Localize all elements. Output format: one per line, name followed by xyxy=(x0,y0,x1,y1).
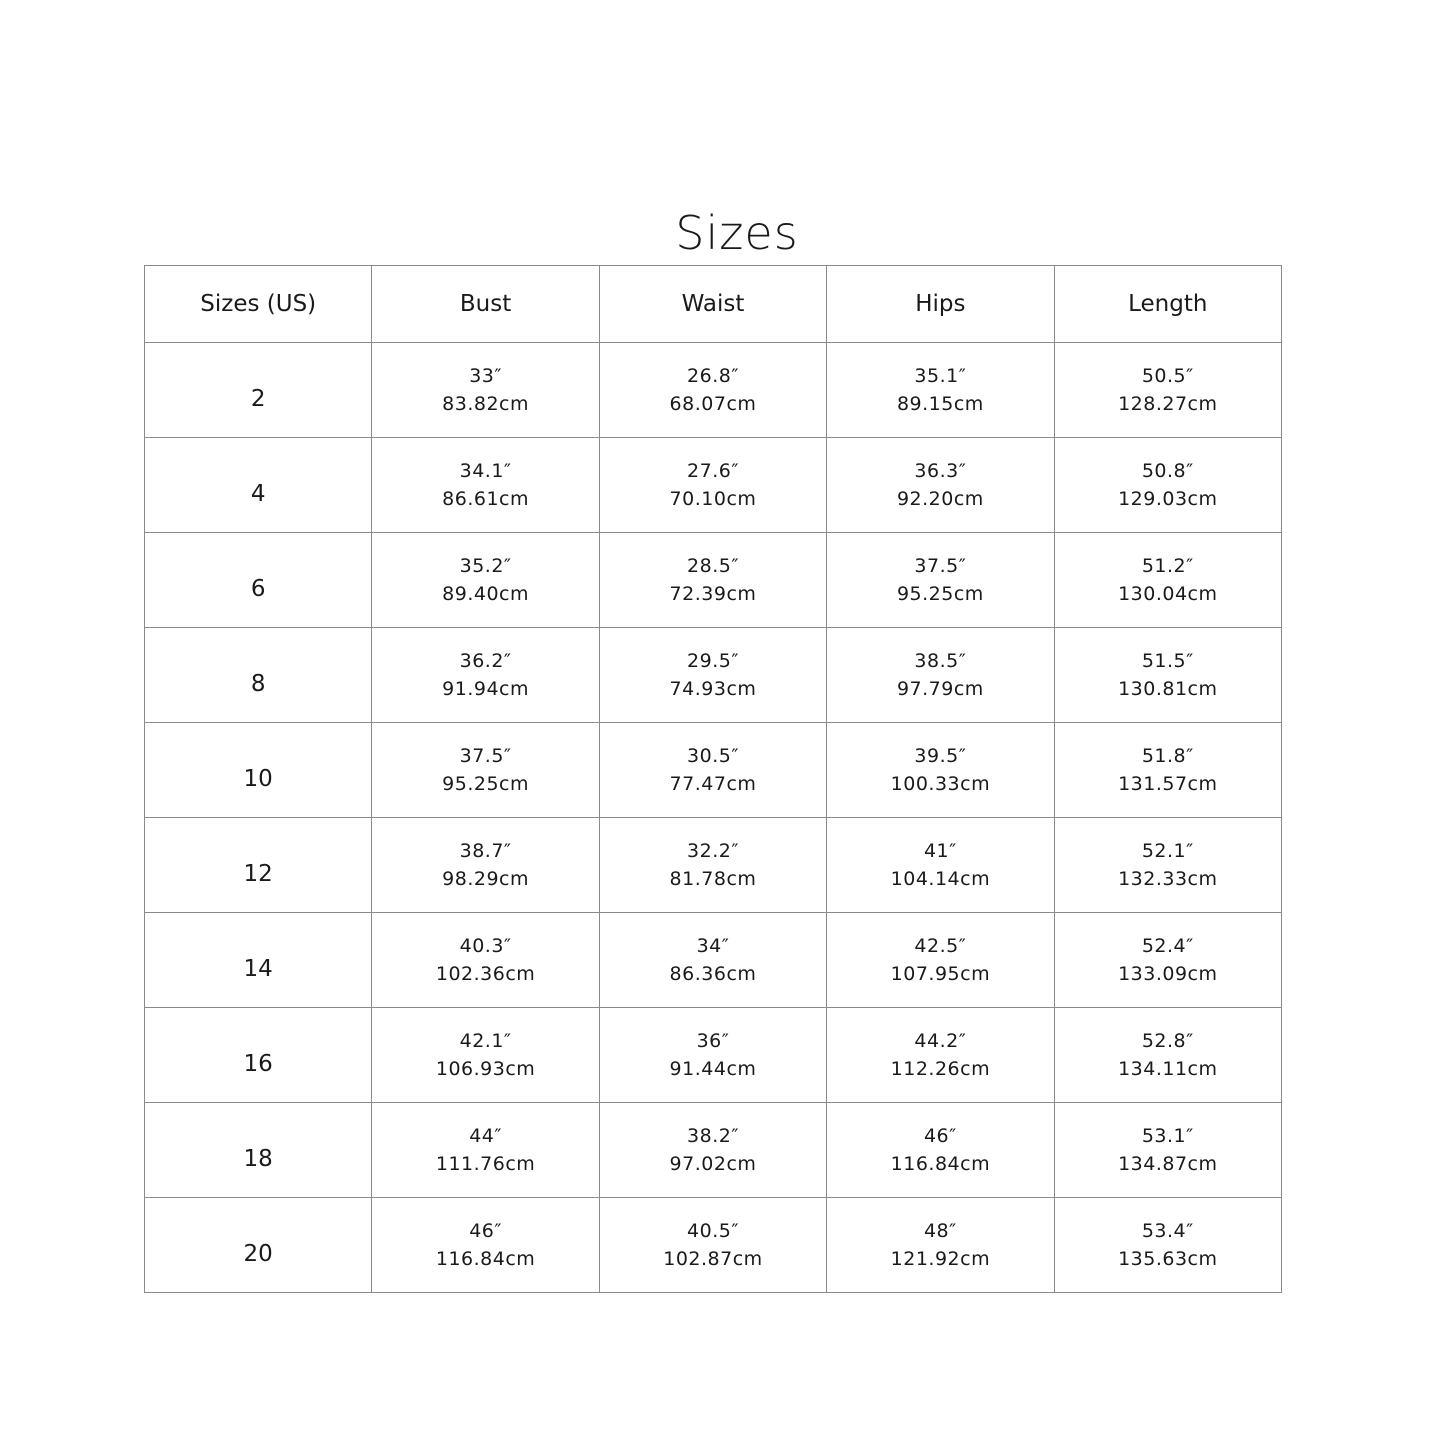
bust-inches: 42.1″ xyxy=(459,1030,512,1052)
waist-inches: 34″ xyxy=(696,935,730,957)
bust-inches: 38.7″ xyxy=(459,840,512,862)
waist-centimeters: 97.02cm xyxy=(669,1153,757,1175)
waist-centimeters: 102.87cm xyxy=(663,1248,763,1270)
column-header-length: Length xyxy=(1054,266,1281,343)
length-inches: 51.5″ xyxy=(1141,650,1194,672)
waist-inches: 27.6″ xyxy=(687,460,739,482)
hips-inches: 44.2″ xyxy=(914,1030,967,1052)
waist-cell xyxy=(599,1198,826,1293)
size-chart-table xyxy=(144,265,1282,1293)
bust-centimeters: 102.36cm xyxy=(435,963,536,985)
hips-centimeters: 107.95cm xyxy=(890,963,991,985)
bust-centimeters: 83.82cm xyxy=(442,393,530,415)
bust-cell xyxy=(372,628,599,723)
hips-cell xyxy=(827,723,1054,818)
length-cell xyxy=(1054,1198,1281,1293)
waist-cell xyxy=(599,1008,826,1103)
length-inches: 52.1″ xyxy=(1141,840,1194,862)
hips-inches: 36.3″ xyxy=(914,460,967,482)
length-inches: 52.8″ xyxy=(1141,1030,1194,1052)
length-cell xyxy=(1054,818,1281,913)
size-value: 8 xyxy=(145,628,372,723)
table-row xyxy=(145,913,1282,1008)
length-inches: 50.8″ xyxy=(1141,460,1194,482)
column-header-waist: Waist xyxy=(599,266,826,343)
length-centimeters: 135.63cm xyxy=(1118,1248,1218,1270)
hips-inches: 38.5″ xyxy=(914,650,967,672)
waist-centimeters: 72.39cm xyxy=(669,583,757,605)
header-row xyxy=(145,266,1282,343)
hips-centimeters: 121.92cm xyxy=(890,1248,991,1270)
length-inches: 51.8″ xyxy=(1141,745,1194,767)
bust-centimeters: 98.29cm xyxy=(442,868,530,890)
waist-centimeters: 74.93cm xyxy=(669,678,757,700)
size-value: 6 xyxy=(145,533,372,628)
table-row xyxy=(145,1198,1282,1293)
hips-inches: 46″ xyxy=(923,1125,957,1147)
waist-cell xyxy=(599,1103,826,1198)
hips-cell xyxy=(827,1008,1054,1103)
waist-inches: 32.2″ xyxy=(687,840,739,862)
bust-cell xyxy=(372,438,599,533)
length-inches: 52.4″ xyxy=(1141,935,1194,957)
hips-centimeters: 89.15cm xyxy=(896,393,984,415)
column-header-size: Sizes (US) xyxy=(145,266,372,343)
waist-cell xyxy=(599,628,826,723)
waist-inches: 36″ xyxy=(696,1030,730,1052)
hips-cell xyxy=(827,1198,1054,1293)
size-value: 18 xyxy=(145,1103,372,1198)
waist-centimeters: 91.44cm xyxy=(669,1058,757,1080)
size-value: 16 xyxy=(145,1008,372,1103)
size-value: 4 xyxy=(145,438,372,533)
hips-cell xyxy=(827,438,1054,533)
length-cell xyxy=(1054,438,1281,533)
length-centimeters: 130.81cm xyxy=(1118,678,1218,700)
hips-cell xyxy=(827,628,1054,723)
hips-inches: 37.5″ xyxy=(914,555,967,577)
length-centimeters: 128.27cm xyxy=(1118,393,1218,415)
hips-cell xyxy=(827,913,1054,1008)
length-centimeters: 129.03cm xyxy=(1118,488,1218,510)
length-cell xyxy=(1054,1008,1281,1103)
bust-cell xyxy=(372,1198,599,1293)
length-inches: 51.2″ xyxy=(1141,555,1194,577)
bust-cell xyxy=(372,343,599,438)
waist-cell xyxy=(599,343,826,438)
length-inches: 53.1″ xyxy=(1141,1125,1194,1147)
length-cell xyxy=(1054,628,1281,723)
table-row xyxy=(145,438,1282,533)
column-header-hips: Hips xyxy=(827,266,1054,343)
hips-centimeters: 116.84cm xyxy=(890,1153,991,1175)
waist-inches: 29.5″ xyxy=(687,650,739,672)
bust-inches: 46″ xyxy=(469,1220,502,1242)
length-centimeters: 133.09cm xyxy=(1118,963,1218,985)
hips-inches: 35.1″ xyxy=(914,365,967,387)
bust-centimeters: 106.93cm xyxy=(435,1058,536,1080)
waist-centimeters: 70.10cm xyxy=(669,488,757,510)
size-value: 2 xyxy=(145,343,372,438)
page-title: Sizes xyxy=(675,206,799,260)
table-body xyxy=(145,343,1282,1293)
table-row xyxy=(145,1103,1282,1198)
length-cell xyxy=(1054,913,1281,1008)
bust-centimeters: 116.84cm xyxy=(435,1248,536,1270)
table-row xyxy=(145,723,1282,818)
table-row xyxy=(145,343,1282,438)
hips-cell xyxy=(827,1103,1054,1198)
waist-cell xyxy=(599,818,826,913)
waist-inches: 38.2″ xyxy=(687,1125,739,1147)
bust-cell xyxy=(372,1103,599,1198)
waist-inches: 30.5″ xyxy=(687,745,739,767)
waist-centimeters: 68.07cm xyxy=(669,393,757,415)
length-centimeters: 134.11cm xyxy=(1118,1058,1218,1080)
bust-cell xyxy=(372,1008,599,1103)
length-centimeters: 132.33cm xyxy=(1118,868,1218,890)
bust-inches: 40.3″ xyxy=(459,935,512,957)
hips-centimeters: 97.79cm xyxy=(896,678,984,700)
bust-inches: 34.1″ xyxy=(459,460,512,482)
length-centimeters: 131.57cm xyxy=(1118,773,1218,795)
bust-inches: 33″ xyxy=(469,365,502,387)
table-row xyxy=(145,1008,1282,1103)
waist-inches: 26.8″ xyxy=(687,365,739,387)
hips-inches: 42.5″ xyxy=(914,935,967,957)
waist-centimeters: 86.36cm xyxy=(669,963,757,985)
bust-cell xyxy=(372,913,599,1008)
length-cell xyxy=(1054,343,1281,438)
hips-cell xyxy=(827,818,1054,913)
column-header-bust: Bust xyxy=(372,266,599,343)
size-value: 20 xyxy=(145,1198,372,1293)
length-cell xyxy=(1054,723,1281,818)
waist-cell xyxy=(599,438,826,533)
hips-inches: 41″ xyxy=(923,840,957,862)
bust-centimeters: 111.76cm xyxy=(435,1153,536,1175)
bust-centimeters: 89.40cm xyxy=(442,583,530,605)
table-row xyxy=(145,818,1282,913)
length-centimeters: 134.87cm xyxy=(1118,1153,1218,1175)
waist-centimeters: 77.47cm xyxy=(669,773,757,795)
length-centimeters: 130.04cm xyxy=(1118,583,1218,605)
waist-inches: 28.5″ xyxy=(687,555,739,577)
bust-cell xyxy=(372,723,599,818)
length-cell xyxy=(1054,533,1281,628)
size-value: 14 xyxy=(145,913,372,1008)
hips-cell xyxy=(827,343,1054,438)
hips-centimeters: 104.14cm xyxy=(890,868,991,890)
table-row xyxy=(145,628,1282,723)
size-value: 12 xyxy=(145,818,372,913)
hips-centimeters: 112.26cm xyxy=(890,1058,991,1080)
length-inches: 53.4″ xyxy=(1141,1220,1194,1242)
hips-inches: 39.5″ xyxy=(914,745,967,767)
table-row xyxy=(145,533,1282,628)
hips-centimeters: 95.25cm xyxy=(896,583,984,605)
bust-cell xyxy=(372,533,599,628)
waist-cell xyxy=(599,723,826,818)
waist-cell xyxy=(599,533,826,628)
bust-centimeters: 91.94cm xyxy=(442,678,530,700)
bust-cell xyxy=(372,818,599,913)
bust-inches: 35.2″ xyxy=(459,555,512,577)
hips-centimeters: 92.20cm xyxy=(896,488,984,510)
bust-centimeters: 95.25cm xyxy=(442,773,530,795)
bust-inches: 36.2″ xyxy=(459,650,512,672)
hips-centimeters: 100.33cm xyxy=(890,773,991,795)
waist-centimeters: 81.78cm xyxy=(669,868,757,890)
bust-inches: 37.5″ xyxy=(459,745,512,767)
size-value: 10 xyxy=(145,723,372,818)
bust-inches: 44″ xyxy=(469,1125,502,1147)
length-inches: 50.5″ xyxy=(1141,365,1194,387)
length-cell xyxy=(1054,1103,1281,1198)
hips-cell xyxy=(827,533,1054,628)
waist-inches: 40.5″ xyxy=(687,1220,739,1242)
hips-inches: 48″ xyxy=(923,1220,957,1242)
waist-cell xyxy=(599,913,826,1008)
bust-centimeters: 86.61cm xyxy=(442,488,530,510)
